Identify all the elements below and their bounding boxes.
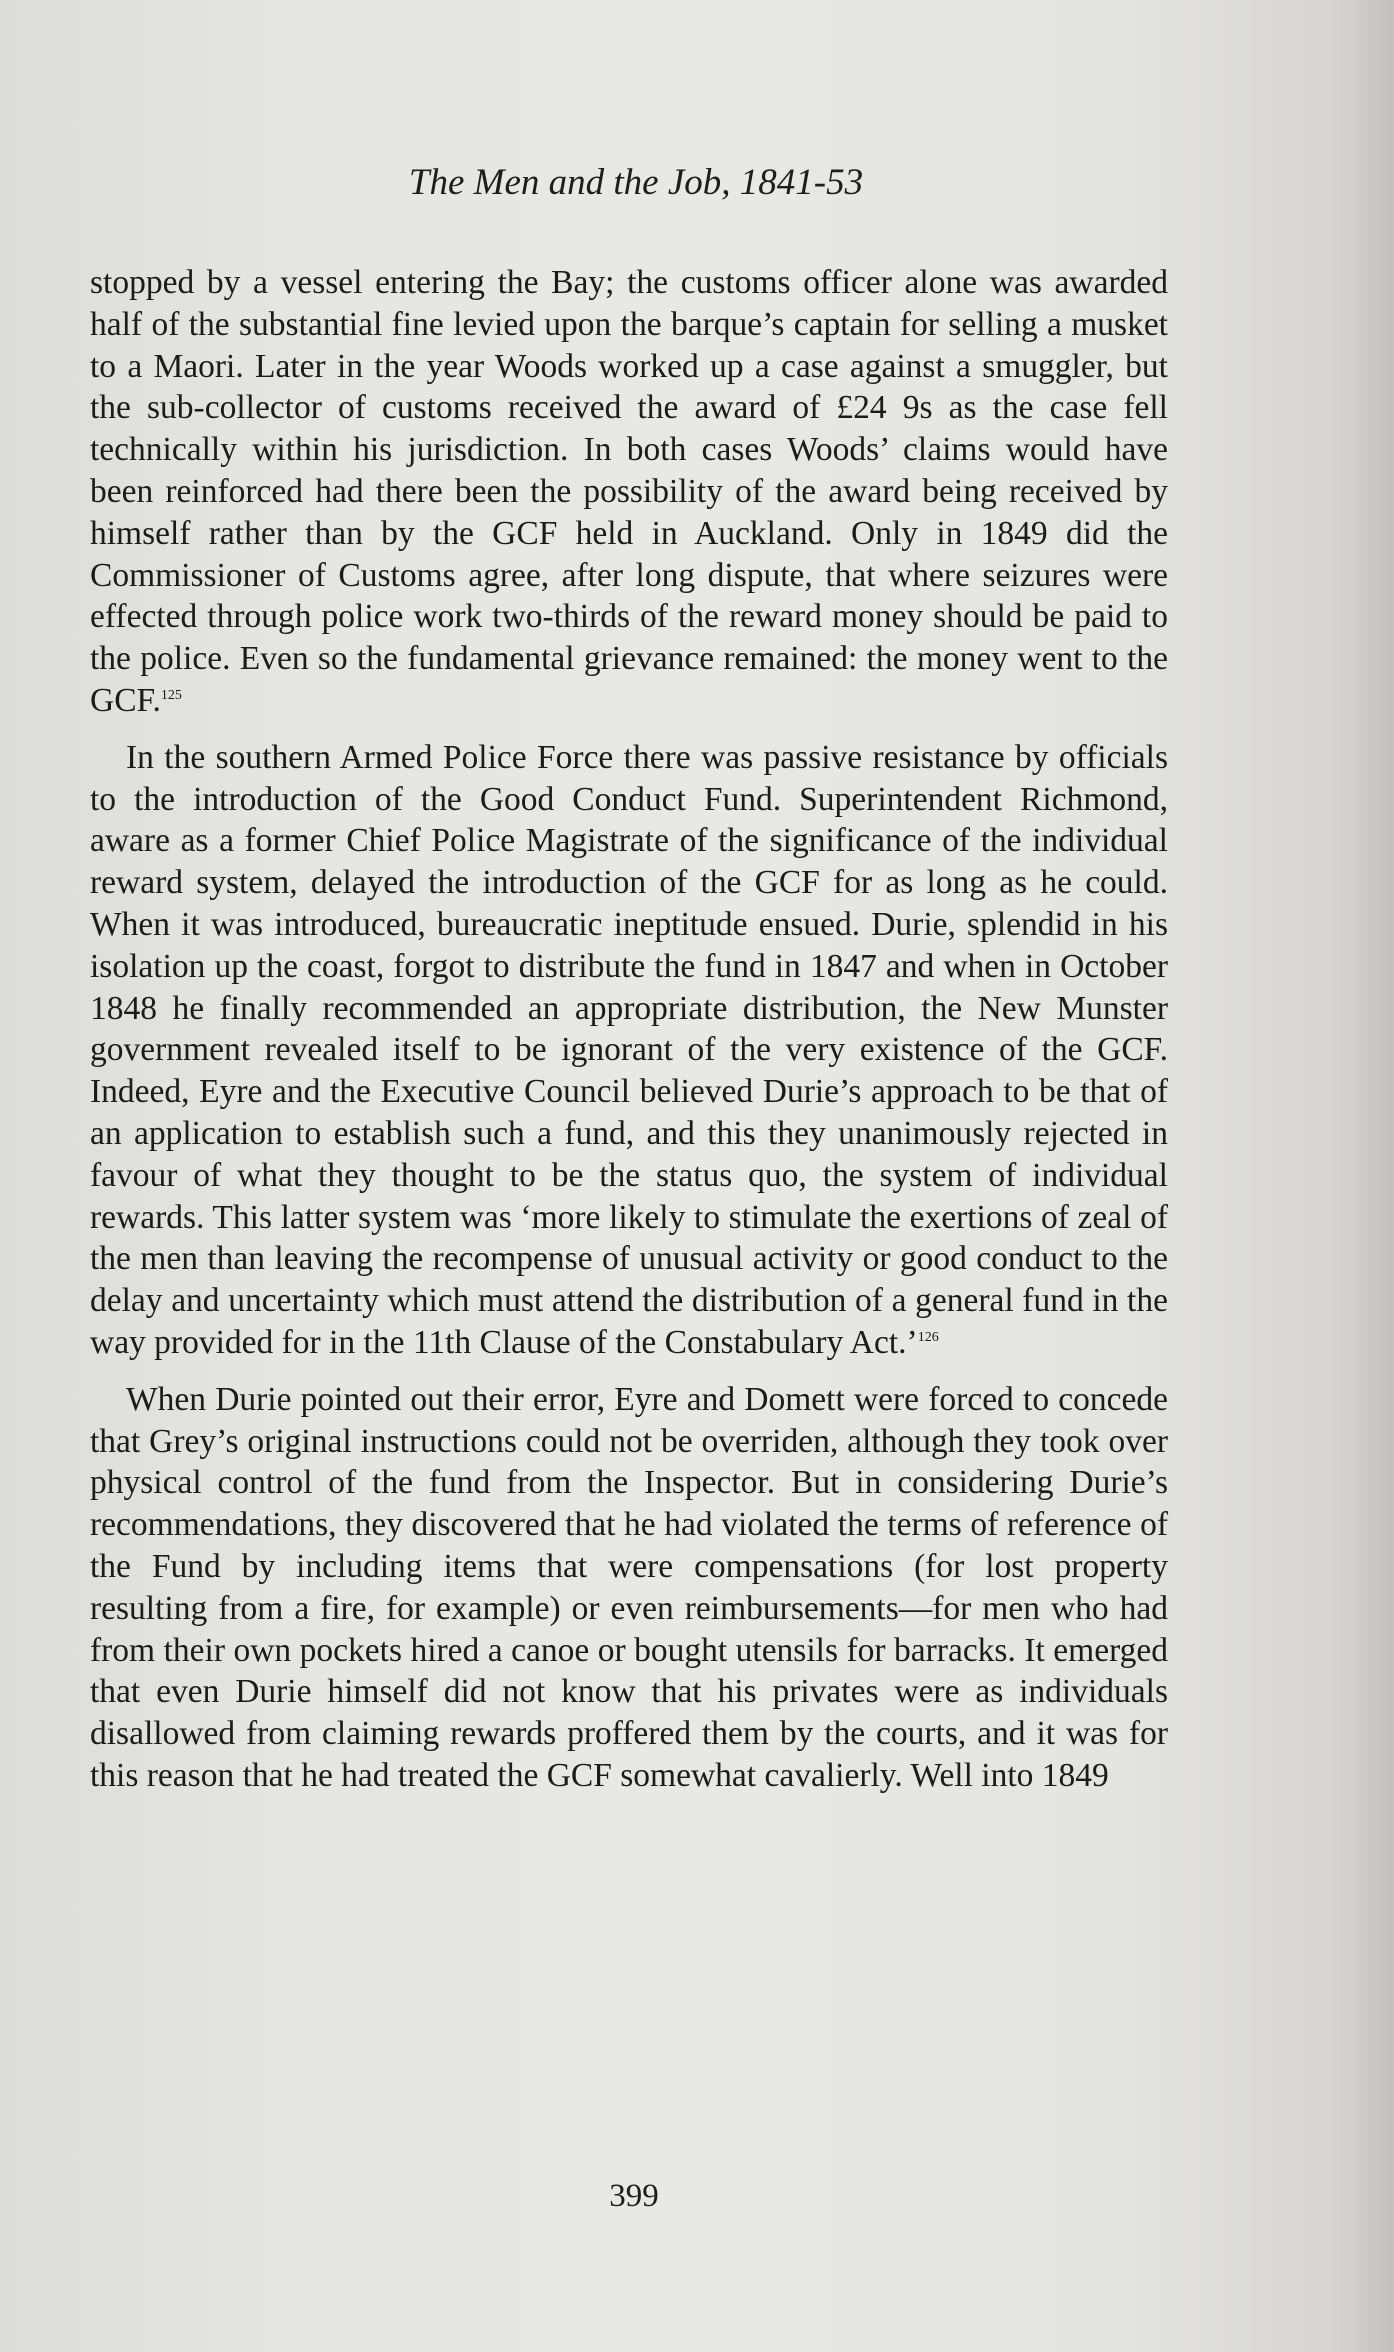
paragraph-1: [90, 262, 1168, 722]
running-head: The Men and the Job, 1841-53: [408, 162, 864, 203]
paragraph-1-text: stopped by a vessel entering the Bay; the customs officer alone was awarded half of the substantial fine levied upon the barque’s captain for selling a musket to a Maori. Later in the year Woods worked up a case against a smuggler, but the sub-collector of customs received the award of £24 9s as the case fell technically within his jurisdiction. In both cases Woods’ claims would have been reinforced had there been the possibility of the award being received by himself rather than by the GCF held in Auckland. Only in 1849 did the Commissioner of Customs agree, after long dispute, that where seizures were effected through police work two-thirds of the reward money should be paid to the police. Even so the fundamental grievance remained: the money went to the GCF.: [90, 264, 1168, 719]
body-text: [90, 262, 1168, 1812]
page-number: 399: [609, 2178, 659, 2214]
paragraph-2: [90, 737, 1168, 1364]
paragraph-3-text: When Durie pointed out their error, Eyre and Domett were forced to concede that Grey’s original instructions could not be overriden, although they took over physical control of the fund from the Inspector. But in considering Durie’s recommendations, they discovered that he had violated the terms of reference of the Fund by including items that were compensations (for lost property resulting from a fire, for example) or even reimbursements—for men who had from their own pockets hired a canoe or bought utensils for barracks. It emerged that even Durie himself did not know that his privates were as individuals disallowed from claiming rewards proffered them by the courts, and it was for this reason that he had treated the GCF somewhat cavalierly. Well into 1849: [90, 1380, 1168, 1794]
footnote-marker-125: 125: [160, 687, 182, 703]
footnote-marker-126: 126: [917, 1329, 939, 1345]
paragraph-2-text: In the southern Armed Police Force there was passive resistance by officials to the introduction of the Good Conduct Fund. Superintendent Richmond, aware as a former Chief Police Magistrate of the significance of the individual reward system, delayed the introduction of the GCF for as long as he could. When it was introduced, bureaucratic ineptitude ensued. Durie, splendid in his isolation up the coast, forgot to distribute the fund in 1847 and when in October 1848 he finally recommended an appropriate distribution, the New Munster government revealed itself to be ignorant of the very existence of the GCF. Indeed, Eyre and the Executive Council believed Durie’s approach to be that of an application to establish such a fund, and this they unanimously rejected in favour of what they thought to be the status quo, the system of individual rewards. This latter system was ‘more likely to stimulate the exertions of zeal of the men than leaving the recompense of unusual activity or good conduct to the delay and uncertainty which must attend the distribution of a general fund in the way provided for in the 11th Clause of the Constabulary Act.’: [90, 738, 1168, 1361]
paragraph-3: [90, 1379, 1168, 1797]
